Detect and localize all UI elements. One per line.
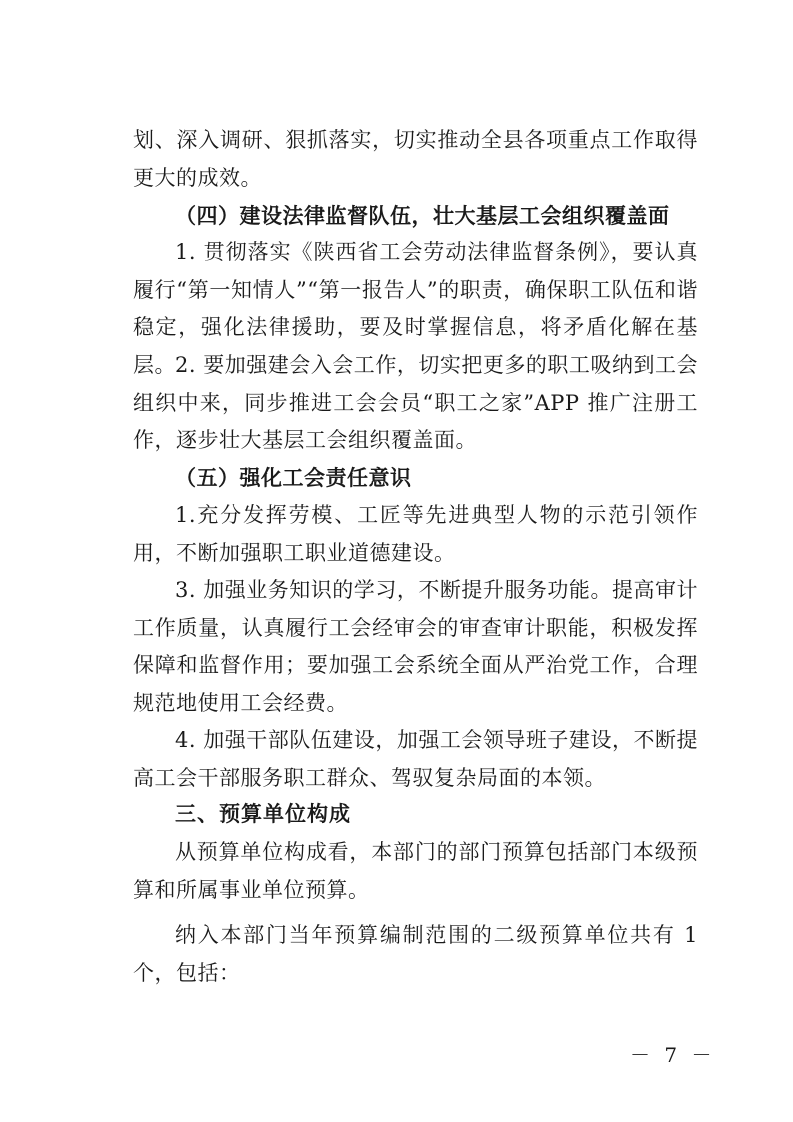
section-heading-4: （四）建设法律监督队伍，壮大基层工会组织覆盖面 xyxy=(175,203,670,228)
paragraph-item-5-3: 3. 加强业务知识的学习，不断提升服务功能。提高审计工作质量，认真履行工会经审会的审查审计职能，积极发挥保障和监督作用；要加强工会系统全面从严治党工作，合理规范地使用工会经费。 xyxy=(133,578,698,715)
paragraph-item-4-1: 1. 贯彻落实《陕西省工会劳动法律监督条例》，要认真履行“第一知情人”“第一报告人”的职责，确保职工队伍和谐稳定，强化法律援助，要及时掌握信息，将矛盾化解在基层。 xyxy=(133,240,698,377)
paragraph-item-5-4: 4. 加强干部队伍建设，加强工会领导班子建设，不断提高工会干部服务职工群众、驾驭复杂局面的本领。 xyxy=(133,728,698,790)
paragraph-item-4-2: 2. 要加强建会入会工作，切实把更多的职工吸纳到工会组织中来，同步推进工会会员“职工之家”APP 推广注册工作，逐步壮大基层工会组织覆盖面。 xyxy=(133,353,698,452)
paragraph-continuation: 划、深入调研、狠抓落实，切实推动全县各项重点工作取得更大的成效。 xyxy=(133,128,698,190)
paragraph-item-5-1: 1.充分发挥劳模、工匠等先进典型人物的示范引领作用，不断加强职工职业道德建设。 xyxy=(133,503,698,565)
section-heading-3: 三、预算单位构成 xyxy=(175,802,351,826)
paragraph-budget-units: 从预算单位构成看，本部门的部门预算包括部门本级预算和所属事业单位预算。 xyxy=(133,840,698,902)
page-number: － 7 － xyxy=(630,1043,716,1067)
section-heading-5: （五）强化工会责任意识 xyxy=(175,465,412,490)
paragraph-secondary-units: 纳入本部门当年预算编制范围的二级预算单位共有 1 个，包括： xyxy=(133,923,698,985)
